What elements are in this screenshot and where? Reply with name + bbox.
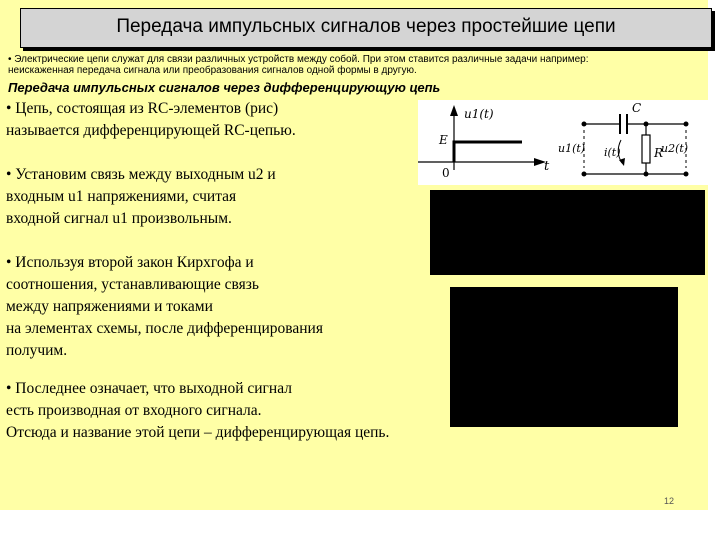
paragraph-line: • Установим связь между выходным u2 и	[6, 166, 276, 183]
junction-dot	[644, 172, 649, 177]
paragraph-line: соотношения, устанавливающие связь	[6, 276, 259, 293]
intro-text	[8, 54, 708, 76]
slide-title: Передача импульсных сигналов через простейшие цепи	[116, 16, 616, 37]
paragraph-line: между напряжениями и токами	[6, 298, 213, 315]
junction-dot	[644, 122, 649, 127]
paragraph-line: • Используя второй закон Кирхгофа и	[6, 254, 254, 271]
paragraph-line: получим.	[6, 342, 68, 359]
paragraph-2	[6, 164, 276, 230]
title-bar	[20, 8, 712, 48]
terminal-dot	[582, 172, 587, 177]
paragraph-line: называется дифференцирующей RC-цепью.	[6, 122, 296, 139]
circuit-output-label: u2(t)	[661, 142, 689, 155]
paragraph-line: • Последнее означает, что выходной сигнал	[6, 380, 292, 397]
circuit-input-label: u1(t)	[558, 142, 586, 155]
paragraph-1	[6, 98, 296, 142]
formula-image-1	[430, 190, 705, 275]
page-number: 12	[664, 496, 675, 506]
step-signal-line	[454, 142, 522, 162]
graph-origin-label: 0	[442, 166, 450, 180]
intro-line: неискаженная передача сигнала или преобразования сигналов одной формы в другую.	[8, 65, 417, 76]
formula-image-2	[450, 287, 678, 427]
paragraph-line: на элементах схемы, после дифференцирования	[6, 320, 323, 337]
intro-line: • Электрические цепи служат для связи различных устройств между собой. При этом ставится различные задачи например:	[8, 54, 589, 65]
paragraph-4	[6, 378, 389, 444]
graph-x-label: t	[544, 159, 550, 174]
capacitor-label: C	[632, 101, 642, 115]
rc-circuit	[558, 101, 689, 177]
terminal-dot	[582, 122, 587, 127]
resistor-label: R	[654, 146, 664, 160]
paragraph-line: входным u1 напряжениями, считая	[6, 188, 237, 205]
paragraph-line: входной сигнал u1 произвольным.	[6, 210, 232, 227]
paragraph-line: Отсюда и название этой цепи – дифференцирующая цепь.	[6, 424, 390, 441]
terminal-dot	[684, 122, 689, 127]
circuit-diagram	[418, 100, 708, 185]
paragraph-3	[6, 252, 323, 362]
graph-level-label: E	[439, 133, 448, 147]
resistor	[642, 135, 650, 163]
section-subtitle: Передача импульсных сигналов через дифференцирующую цепь	[8, 80, 441, 95]
paragraph-line: есть производная от входного сигнала.	[6, 402, 262, 419]
step-graph	[418, 105, 550, 180]
paragraph-line: • Цепь, состоящая из RC-элементов (рис)	[6, 100, 279, 117]
diagram-svg	[418, 100, 708, 185]
graph-y-label: u1(t)	[464, 107, 494, 121]
terminal-dot	[684, 172, 689, 177]
current-label: i(t)	[604, 146, 621, 159]
y-axis-arrow-icon	[450, 105, 458, 116]
